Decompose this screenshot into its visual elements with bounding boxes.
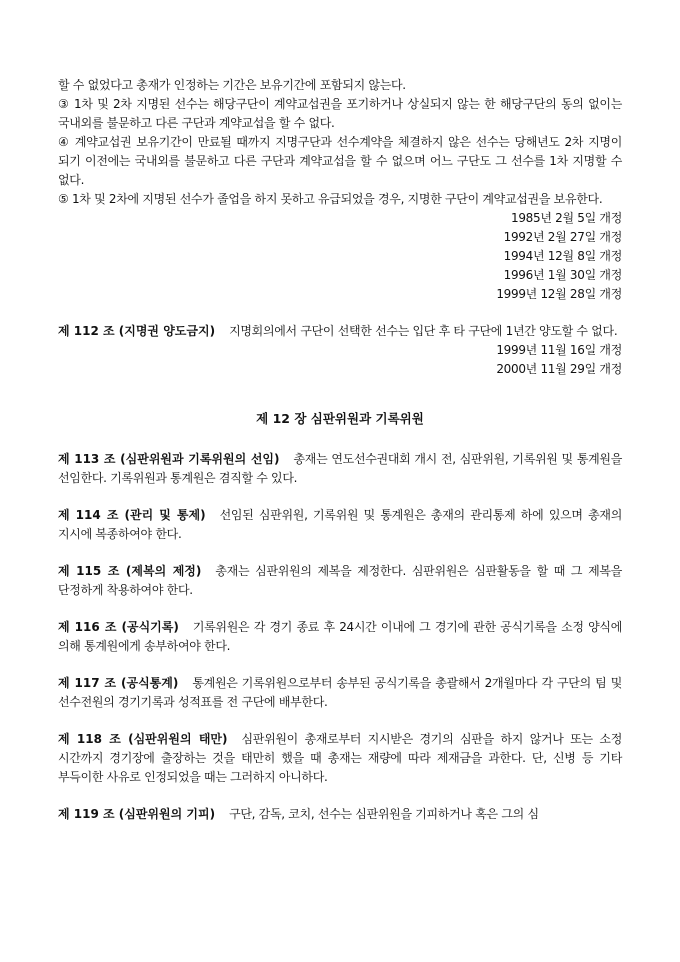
article-115 xyxy=(58,562,622,600)
revision-date: 1999년 11월 16일 개정 xyxy=(496,343,622,357)
article-114 xyxy=(58,506,622,544)
revision-date: 1999년 12월 28일 개정 xyxy=(496,287,622,301)
article-112 xyxy=(58,322,622,341)
chapter-title: 제 12 장 심판위원과 기록위원 xyxy=(256,411,424,426)
paragraph-clause-5: ⑤ 1차 및 2차에 지명된 선수가 졸업을 하지 못하고 유급되었을 경우, 지명한 구단이 계약교섭권을 보유한다. xyxy=(58,192,603,206)
article-heading: 제 114 조 (관리 및 통제) xyxy=(58,508,206,522)
paragraph-continuation: 할 수 없었다고 총재가 인정하는 기간은 보유기간에 포함되지 않는다. xyxy=(58,78,406,92)
article-112-heading: 제 112 조 (지명권 양도금지) xyxy=(58,324,216,338)
spacer xyxy=(58,312,622,322)
article-heading: 제 116 조 (공식기록) xyxy=(58,620,179,634)
article-heading: 제 117 조 (공식통계) xyxy=(58,676,179,690)
article-116 xyxy=(58,618,622,656)
revision-dates xyxy=(58,209,622,304)
revision-date: 1994년 12월 8일 개정 xyxy=(503,249,622,263)
revision-date: 1992년 2월 27일 개정 xyxy=(503,230,622,244)
revision-date: 1985년 2월 5일 개정 xyxy=(510,211,622,225)
article-heading: 제 115 조 (제복의 제정) xyxy=(58,564,202,578)
paragraph-clause-4: ④ 계약교섭권 보유기간이 만료될 때까지 지명구단과 선수계약을 체결하지 않은 선수는 당해년도 2차 지명이 되기 이전에는 국내외를 불문하고 다른 구단과 계약교섭을 할 수 없으며 어느 구단도 그 선수를 1차 지명할 수 없다. xyxy=(58,135,622,187)
article-117 xyxy=(58,674,622,712)
article-heading: 제 119 조 (심판위원의 기피) xyxy=(58,807,216,821)
article-112-text: 지명회의에서 구단이 선택한 선수는 입단 후 타 구단에 1년간 양도할 수 없다. xyxy=(229,324,618,338)
article-113 xyxy=(58,450,622,488)
article-text: 총재는 연도선수권대회 개시 전, 심판위원, 기록위원 및 통계원을 선임한다. 기록위원과 통계원은 겸직할 수 있다. xyxy=(58,452,622,485)
paragraph-clause-3: ③ 1차 및 2차 지명된 선수는 해당구단이 계약교섭권을 포기하거나 상실되지 않는 한 해당구단의 동의 없이는 국내외를 불문하고 다른 구단과 계약교섭을 할 수 없다. xyxy=(58,97,622,130)
revision-date: 1996년 1월 30일 개정 xyxy=(503,268,622,282)
document-page xyxy=(58,76,622,842)
article-text: 기록위원은 각 경기 종료 후 24시간 이내에 그 경기에 관한 공식기록을 소정 양식에 의해 통계원에게 송부하여야 한다. xyxy=(58,620,622,653)
article-118 xyxy=(58,730,622,787)
article-heading: 제 118 조 (심판위원의 태만) xyxy=(58,732,228,746)
article-heading: 제 113 조 (심판위원과 기록위원의 선임) xyxy=(58,452,280,466)
article-text: 총재는 심판위원의 제복을 제정한다. 심판위원은 심판활동을 할 때 그 제복을 단정하게 착용하여야 한다. xyxy=(58,564,622,597)
article-text: 통계원은 기록위원으로부터 송부된 공식기록을 총괄해서 2개월마다 각 구단의 팀 및 선수전원의 경기기록과 성적표를 전 구단에 배부한다. xyxy=(58,676,622,709)
article-text: 심판위원이 총재로부터 지시받은 경기의 심판을 하지 않거나 또는 소정 시간까지 경기장에 출장하는 것을 태만히 했을 때 총재는 재량에 따라 제재금을 과한다. 단, 신병 등 기타 부득이한 사유로 인정되었을 때는 그러하지 아니하다. xyxy=(58,732,622,784)
revision-date: 2000년 11월 29일 개정 xyxy=(496,362,622,376)
article-119 xyxy=(58,805,622,824)
article-text: 선임된 심판위원, 기록위원 및 통계원은 총재의 관리통제 하에 있으며 총재의 지시에 복종하여야 한다. xyxy=(58,508,622,541)
article-text: 구단, 감독, 코치, 선수는 심판위원을 기피하거나 혹은 그의 심 xyxy=(229,807,539,821)
article-112-revision-dates xyxy=(58,341,622,379)
